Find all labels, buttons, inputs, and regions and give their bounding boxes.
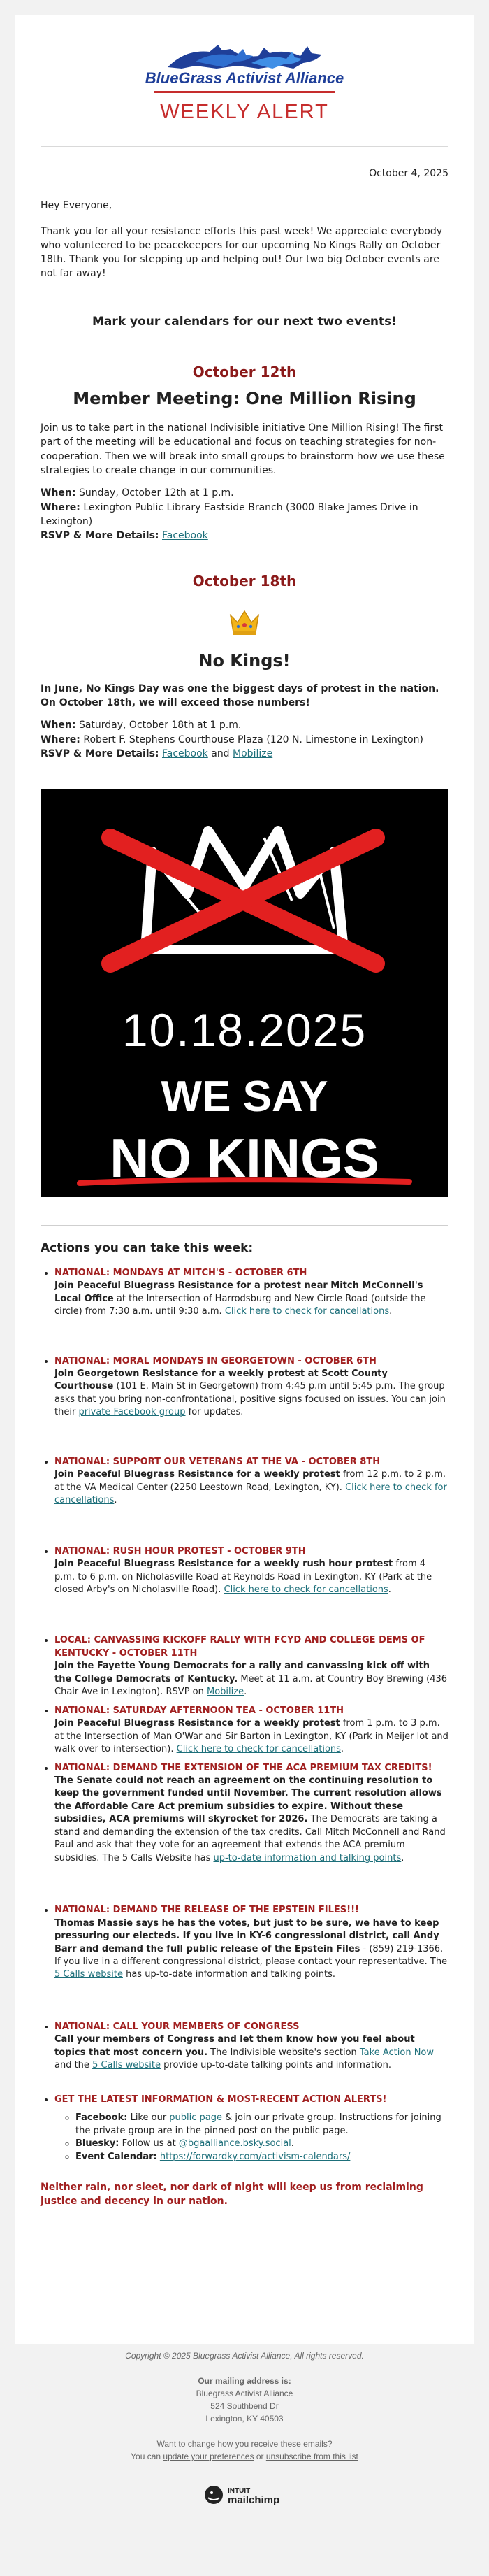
five-calls-website-link[interactable]: 5 Calls website xyxy=(92,2060,161,2071)
action-tail: . xyxy=(389,1306,393,1317)
action-bold: Join Peaceful Bluegrass Resistance for a weekly rush hour protest xyxy=(54,1559,393,1570)
action-desc xyxy=(54,2033,448,2072)
action-bold: Join Peaceful Bluegrass Resistance for a weekly protest xyxy=(54,1718,340,1729)
mobilize-link[interactable]: Mobilize xyxy=(207,1687,245,1698)
action-desc xyxy=(54,1917,448,1982)
footer-copyright: Copyright © 2025 Bluegrass Activist Alliance, All rights reserved. xyxy=(125,2351,364,2361)
action-bold: Join Georgetown Resistance for a weekly protest at Scott County Courthouse xyxy=(54,1368,388,1392)
update-preferences-link[interactable]: update your preferences xyxy=(163,2452,254,2461)
footer-street: 524 Southbend Dr xyxy=(210,2401,279,2411)
latest-title: GET THE LATEST INFORMATION & MOST-RECENT ACTION ALERTS! xyxy=(54,2094,387,2105)
footer-update-pre: You can xyxy=(131,2452,163,2461)
event2-when: Saturday, October 18th at 1 p.m. xyxy=(78,720,242,731)
poster-underline xyxy=(77,1175,412,1189)
action-bold: Join the Fayette Young Democrats for a rally and canvassing kick off with the College Democrats of Kentucky. xyxy=(54,1661,430,1684)
event2-facebook-link[interactable]: Facebook xyxy=(161,747,208,759)
logo-text: BlueGrass Activist Alliance xyxy=(145,69,344,87)
event1-details xyxy=(41,486,448,543)
unsubscribe-link[interactable]: unsubscribe from this list xyxy=(265,2452,358,2461)
list-item xyxy=(54,2094,448,2163)
event1-when-label: When: xyxy=(41,487,76,499)
action-title: NATIONAL: SUPPORT OUR VETERANS AT THE VA - OCTOBER 8TH xyxy=(54,1456,381,1467)
footer-change: Want to change how you receive these emails? xyxy=(156,2439,333,2449)
event1-body: Join us to take part in the national Indivisible initiative One Million Rising! The first part of the meeting will be educational and focus on teaching strategies for non-cooperation. Then we will break into small groups to brainstorm how we use these strategies to create change in our communities. xyxy=(41,422,445,477)
action-text: Meet at 11 a.m. at Country Boy Brewing (436 Chair Ave in Lexington). RSVP on xyxy=(54,1673,448,1698)
latest-label: Facebook: xyxy=(75,2112,128,2124)
latest-calendar xyxy=(75,2151,448,2163)
action-title: NATIONAL: CALL YOUR MEMBERS OF CONGRESS xyxy=(54,2021,300,2032)
latest-label: Event Calendar: xyxy=(75,2151,157,2162)
five-calls-website-link[interactable]: 5 Calls website xyxy=(54,1969,123,1980)
action-tail: has up-to-date information and talking points. xyxy=(122,1969,336,1980)
list-item xyxy=(54,1904,448,1982)
event2-body: In June, No Kings Day was one the biggest days of protest in the nation. On October 18th, we will exceed those numbers! xyxy=(41,682,439,708)
latest-facebook xyxy=(75,2112,448,2138)
cancellations-link[interactable]: Click here to check for cancellations xyxy=(54,1482,447,1506)
action-desc xyxy=(54,1368,448,1419)
action-text: The Indivisible website's section xyxy=(207,2047,360,2058)
cancellations-link[interactable]: Click here to check for cancellations xyxy=(224,1306,390,1317)
event2-date: October 18th xyxy=(192,572,297,589)
action-text: The Democrats are taking a stand and demanding the extension of the tax credits. Call Mitch McConnell and Rand Paul and ask that they vote for an agreement that extends the ACA premium subsidies. The 5 Calls Website has xyxy=(54,1814,446,1863)
list-item xyxy=(54,1634,448,1698)
event2-when-label: When: xyxy=(41,720,76,731)
closing-statement: Neither rain, nor sleet, nor dark of night will keep us from reclaiming justice and decency in our nation. xyxy=(41,2181,423,2208)
latest-pre: Like our xyxy=(127,2112,170,2124)
action-tail: . xyxy=(244,1687,247,1698)
action-desc xyxy=(54,1468,448,1507)
action-tail: . xyxy=(388,1584,391,1595)
action-text: (101 E. Main St in Georgetown) from 4:45 p.m until 5:45 p.m. The group asks that you bring non-confrontational, positive signs focused on issues. You can join their xyxy=(54,1381,446,1418)
event1-title: Member Meeting: One Million Rising xyxy=(73,389,416,409)
crossed-crown-icon xyxy=(41,789,448,999)
alert-title: WEEKLY ALERT xyxy=(160,100,329,123)
crown-emoji-icon xyxy=(228,607,261,638)
action-tail: . xyxy=(401,1852,404,1863)
header-logo xyxy=(15,15,474,127)
event1-where: Lexington Public Library Eastside Branch (3000 Blake James Drive in Lexington) xyxy=(41,501,418,527)
footer-update-line xyxy=(0,2450,489,2463)
mailchimp-logo[interactable] xyxy=(203,2482,286,2511)
event2-rsvp-and: and xyxy=(211,747,230,759)
list-item xyxy=(54,1705,448,1756)
event1-rsvp-label: RSVP & More Details: xyxy=(41,530,159,542)
header-divider xyxy=(41,146,448,147)
action-desc xyxy=(54,1660,448,1698)
action-title: NATIONAL: MONDAYS AT MITCH'S - OCTOBER 6TH xyxy=(54,1267,307,1278)
action-text: from 4 p.m. to 6 p.m. on Nicholasville Road at Reynolds Road in Lexington, KY (Park at the closed Arby's on Nicholasville Road). xyxy=(54,1559,432,1595)
action-title: NATIONAL: DEMAND THE RELEASE OF THE EPSTEIN FILES!!! xyxy=(54,1905,359,1916)
poster-no-kings: NO KINGS xyxy=(110,1127,379,1189)
action-text: at the Intersection of Harrodsburg and New Circle Road (outside the circle) from 7:30 a.m. until 9:30 a.m. xyxy=(54,1293,426,1317)
action-title: NATIONAL: RUSH HOUR PROTEST - OCTOBER 9TH xyxy=(54,1545,306,1557)
actions-list xyxy=(41,1267,448,2163)
take-action-now-link[interactable]: Take Action Now xyxy=(359,2047,434,2058)
list-item xyxy=(54,1456,448,1508)
action-text: from 1 p.m. to 3 p.m. at the Intersection of Man O'War and Sir Barton in Lexington, KY (Park in Meijer lot and walk over to intersection). xyxy=(54,1718,448,1755)
action-bold: Join Peaceful Bluegrass Resistance for a protest near Mitch McConnell's Local Office xyxy=(54,1280,423,1304)
event1-facebook-link[interactable]: Facebook xyxy=(161,530,208,542)
action-tail: provide up-to-date talking points and information. xyxy=(161,2060,391,2071)
cancellations-link[interactable]: Click here to check for cancellations xyxy=(224,1584,388,1595)
list-item xyxy=(54,1355,448,1419)
action-bold: Call your members of Congress and let them know how you feel about topics that most concern you. xyxy=(54,2034,415,2058)
five-calls-info-link[interactable]: up-to-date information and talking points xyxy=(213,1852,402,1863)
email-date: October 4, 2025 xyxy=(369,167,448,179)
mc-bottom: mailchimp xyxy=(228,2494,280,2506)
action-text: from 12 p.m. to 2 p.m. at the VA Medical Center (2250 Leestown Road, Lexington, KY). xyxy=(54,1469,446,1493)
action-tail: . xyxy=(114,1495,117,1506)
action-tail: . xyxy=(340,1744,344,1755)
action-tail: for updates. xyxy=(185,1407,244,1418)
footer-update-mid: or xyxy=(254,2452,266,2461)
action-desc xyxy=(54,1558,448,1596)
mark-calendar-heading: Mark your calendars for our next two events! xyxy=(92,314,397,329)
actions-heading: Actions you can take this week: xyxy=(41,1241,254,1256)
event2-where: Robert F. Stephens Courthouse Plaza (120 N. Limestone in Lexington) xyxy=(83,734,424,745)
action-mid: and the xyxy=(54,2060,93,2071)
action-desc xyxy=(54,1717,448,1756)
event2-details xyxy=(41,718,448,761)
poster-date: 10.18.2025 xyxy=(122,1004,367,1057)
email-card xyxy=(15,15,474,2344)
facebook-group-link[interactable]: private Facebook group xyxy=(78,1407,186,1418)
list-item xyxy=(54,1545,448,1597)
greeting: Hey Everyone, xyxy=(41,200,112,212)
bluesky-link[interactable]: @bgaalliance.bsky.social xyxy=(178,2138,291,2149)
event2-rsvp-label: RSVP & More Details: xyxy=(41,747,159,759)
action-bold: Join Peaceful Bluegrass Resistance for a weekly protest xyxy=(54,1469,340,1480)
footer-mailing-label: Our mailing address is: xyxy=(198,2376,291,2386)
latest-label: Bluesky: xyxy=(75,2138,119,2149)
event2-title: No Kings! xyxy=(198,650,291,671)
event2-mobilize-link[interactable]: Mobilize xyxy=(233,747,273,759)
latest-pre: Follow us at xyxy=(119,2138,179,2149)
list-item xyxy=(54,1762,448,1866)
action-title: NATIONAL: SATURDAY AFTERNOON TEA - OCTOBER 11TH xyxy=(54,1705,344,1716)
latest-post: & join our private group. Instructions for joining the private group are in the pinned post on the public page. xyxy=(75,2112,441,2136)
logo-divider xyxy=(154,91,335,93)
action-title: NATIONAL: MORAL MONDAYS IN GEORGETOWN - OCTOBER 6TH xyxy=(54,1355,377,1366)
footer-city: Lexington, KY 40503 xyxy=(205,2414,284,2424)
event2-where-label: Where: xyxy=(41,734,80,745)
list-item xyxy=(54,1267,448,1319)
intro-paragraph: Thank you for all your resistance efforts this past week! We appreciate everybody who volunteered to be peacekeepers for our upcoming No Kings Rally on October 18th. Thank you for stepping up and helping out! Our two big October events are not far away! xyxy=(41,225,443,280)
event1-date: October 12th xyxy=(192,364,297,381)
poster-we-say: WE SAY xyxy=(161,1073,328,1122)
latest-list xyxy=(54,2112,448,2163)
no-kings-poster xyxy=(41,789,448,1197)
event-no-kings xyxy=(41,571,448,761)
mailchimp-icon xyxy=(203,2482,286,2507)
mc-top: INTUIT xyxy=(228,2487,251,2495)
cancellations-link[interactable]: Click here to check for cancellations xyxy=(176,1744,341,1755)
email-content xyxy=(15,166,474,2209)
list-item xyxy=(54,2021,448,2073)
action-bold: Thomas Massie says he has the votes, but just to be sure, we have to keep pressuring our electeds. If you live in KY-6 congressional district, call Andy Barr and demand the full public release of the Epstein Files xyxy=(54,1917,439,1954)
action-desc xyxy=(54,1280,448,1318)
latest-bluesky xyxy=(75,2138,448,2150)
event-member-meeting xyxy=(41,362,448,543)
action-title: NATIONAL: DEMAND THE EXTENSION OF THE ACA PREMIUM TAX CREDITS! xyxy=(54,1762,432,1773)
action-text: - (859) 219-1366. If you live in a different congressional district, please contact your representative. The xyxy=(54,1943,448,1967)
event1-where-label: Where: xyxy=(41,501,80,513)
event-calendar-link[interactable]: https://forwardky.com/activism-calendars/ xyxy=(159,2151,351,2162)
email-footer xyxy=(0,2349,489,2511)
actions-divider xyxy=(41,1225,448,1226)
footer-org: Bluegrass Activist Alliance xyxy=(196,2389,293,2398)
action-desc xyxy=(54,1775,448,1865)
action-bold: The Senate could not reach an agreement on the continuing resolution to keep the government funded until November. The current resolution allows the Affordable Care Act premium subsidies to expire. Without these subsidies, ACA premiums will skyrocket for 2026. xyxy=(54,1775,442,1825)
action-title: LOCAL: CANVASSING KICKOFF RALLY WITH FCYD AND COLLEGE DEMS OF KENTUCKY - OCTOBER 11TH xyxy=(54,1635,425,1659)
latest-post: . xyxy=(291,2138,294,2149)
crown-icon xyxy=(41,607,448,642)
event1-when: Sunday, October 12th at 1 p.m. xyxy=(78,487,234,499)
public-page-link[interactable]: public page xyxy=(169,2112,223,2124)
